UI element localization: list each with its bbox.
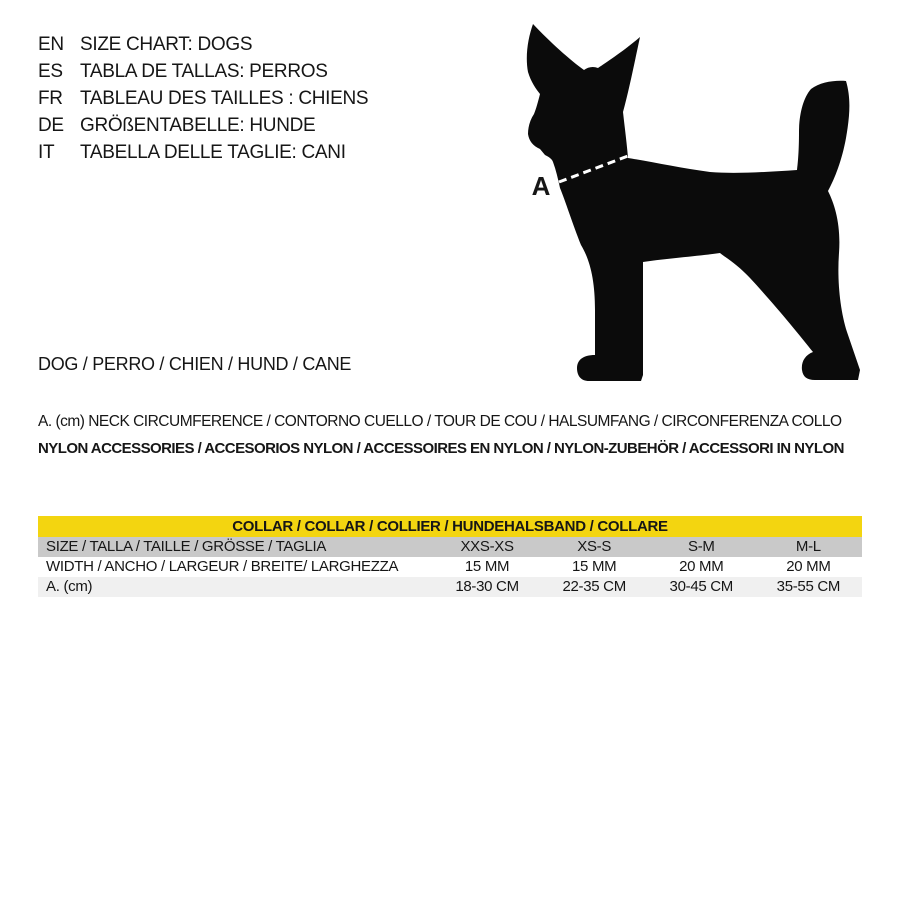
table-header: COLLAR / COLLAR / COLLIER / HUNDEHALSBAND / COLLARE [38, 516, 862, 537]
lang-code: ES [38, 61, 63, 82]
language-row-fr [38, 85, 368, 112]
width-cell: 15 MM [464, 558, 510, 575]
lang-code: EN [38, 34, 64, 55]
size-cell: M-L [795, 538, 821, 555]
neck-cell: 18-30 CM [455, 578, 519, 595]
size-cell: XS-S [577, 538, 612, 555]
material-note: NYLON ACCESSORIES / ACCESORIOS NYLON / ACCESSOIRES EN NYLON / NYLON-ZUBEHÖR / ACCESSORI IN NYLON [38, 440, 844, 457]
row-label: SIZE / TALLA / TAILLE / GRÖSSE / TAGLIA [46, 538, 327, 555]
table-row-size [38, 537, 862, 557]
table-row-width [38, 557, 862, 577]
neck-cell: 30-45 CM [669, 578, 734, 595]
language-row-en [38, 31, 368, 58]
dog-figure [495, 10, 890, 390]
lang-code: FR [38, 88, 63, 109]
language-row-es [38, 58, 368, 85]
language-row-it [38, 139, 368, 166]
lang-label: TABLA DE TALLAS: PERROS [80, 61, 328, 82]
lang-label: SIZE CHART: DOGS [80, 34, 253, 55]
lang-code: IT [38, 142, 55, 163]
language-list [38, 31, 368, 166]
lang-label: GRÖßENTABELLE: HUNDE [80, 115, 316, 136]
species-line: DOG / PERRO / CHIEN / HUND / CANE [38, 354, 352, 374]
size-cell: XXS-XS [460, 538, 514, 555]
width-cell: 20 MM [679, 558, 724, 575]
row-label: WIDTH / ANCHO / LARGEUR / BREITE/ LARGHEZZA [46, 558, 399, 575]
measurement-note: A. (cm) NECK CIRCUMFERENCE / CONTORNO CUELLO / TOUR DE COU / HALSUMFANG / CIRCONFERENZA COLLO [38, 413, 842, 430]
lang-code: DE [38, 115, 64, 136]
width-cell: 20 MM [786, 558, 831, 575]
row-label: A. (cm) [46, 578, 93, 595]
size-cell: S-M [687, 538, 715, 555]
width-cell: 15 MM [572, 558, 617, 575]
neck-cell: 22-35 CM [562, 578, 626, 595]
collar-point-label: A [531, 171, 551, 201]
lang-label: TABELLA DELLE TAGLIE: CANI [80, 142, 346, 163]
language-row-de [38, 112, 368, 139]
table-row-neck [38, 577, 862, 597]
collar-size-table [38, 516, 862, 597]
dog-silhouette-icon [527, 24, 860, 381]
neck-cell: 35-55 CM [776, 578, 841, 595]
lang-label: TABLEAU DES TAILLES : CHIENS [80, 88, 369, 109]
